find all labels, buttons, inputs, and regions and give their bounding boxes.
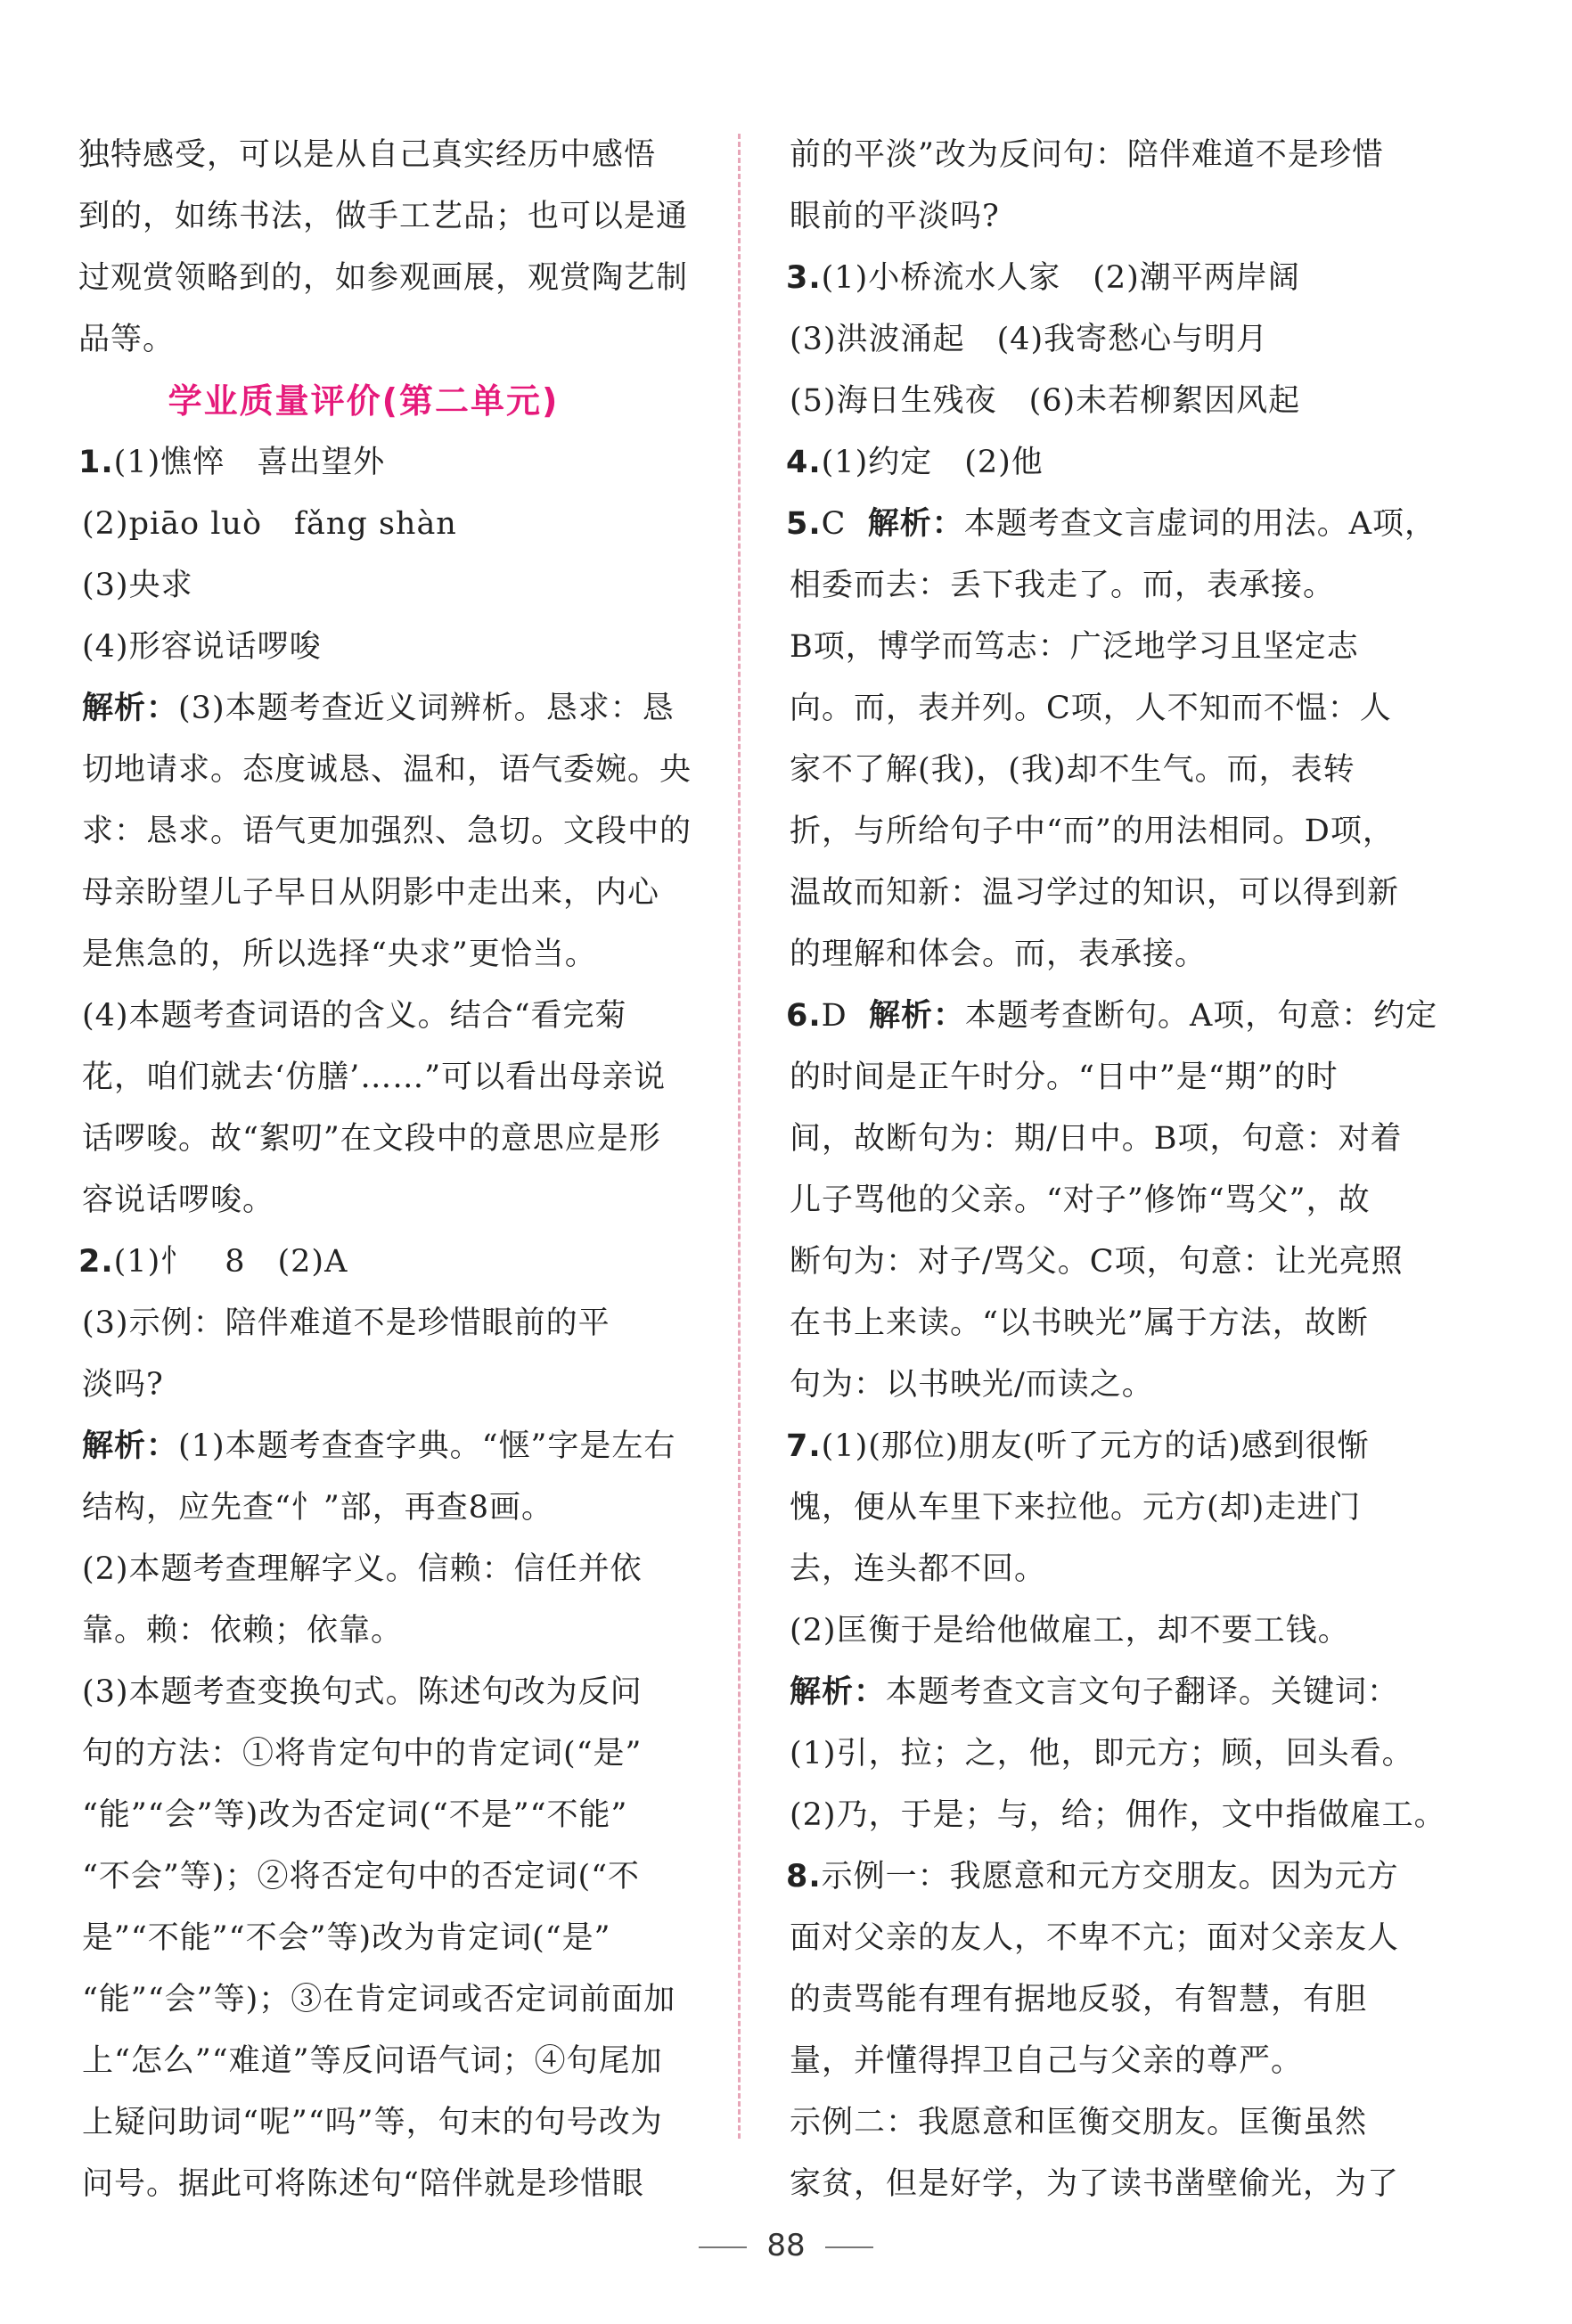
answer-text: 的责骂能有理有据地反驳，有智慧，有胆 (790, 1982, 1368, 2017)
answer-text: (1)约定 (2)他 (821, 445, 1044, 480)
analysis-line (78, 1416, 791, 1477)
question-number: 3. (786, 260, 822, 296)
answer-choice: D (821, 998, 847, 1034)
text-line: 眼前的平淡吗? (790, 199, 1000, 234)
left-column (78, 125, 791, 2215)
analysis-text: 本题考查文言虚词的用法。A项， (963, 506, 1437, 542)
analysis-label: 解析： (790, 1674, 887, 1710)
question-number: 4. (786, 445, 822, 480)
analysis-text: 切地请求。态度诚恳、温和，语气委婉。央 (82, 752, 692, 788)
analysis-text: (1)引，拉；之，他，即元方；顾，回头看。 (790, 1736, 1414, 1772)
analysis-text: (1)本题考查查字典。“惬”字是左右 (178, 1428, 676, 1464)
text-line: 独特感受，可以是从自己真实经历中感悟 (78, 137, 657, 173)
analysis-text: 结构，应先查“忄”部，再查8画。 (82, 1490, 554, 1526)
analysis-text: 上疑问助词“呢”“吗”等，句末的句号改为 (82, 2105, 663, 2140)
answer-text: (3)央求 (82, 568, 193, 603)
analysis-label: 解析： (868, 998, 965, 1034)
analysis-text: 上“怎么”“难道”等反问语气词；④句尾加 (82, 2043, 663, 2079)
analysis-label: 解析： (867, 506, 964, 542)
answer-text: 愧，便从车里下来拉他。元方(却)走进门 (790, 1490, 1362, 1526)
analysis-text: 句为：以书映光/而读之。 (790, 1367, 1154, 1403)
analysis-text: “能”“会”等)改为否定词(“不是”“不能” (82, 1797, 628, 1833)
analysis-text: 是”“不能”“不会”等)改为肯定词(“是” (82, 1920, 611, 1956)
text-line: 到的，如练书法，做手工艺品；也可以是通 (78, 199, 689, 234)
analysis-text: 花，咱们就去‘仿膳’……”可以看出母亲说 (82, 1060, 667, 1095)
footer-dash (825, 2246, 873, 2248)
analysis-text: 的时间是正午时分。“日中”是“期”的时 (790, 1060, 1339, 1095)
question-number: 2. (78, 1244, 114, 1280)
analysis-text: 的理解和体会。而，表承接。 (790, 937, 1208, 972)
question-7 (786, 1416, 1499, 1477)
analysis-text: (2)乃，于是；与，给；佣作，文中指做雇工。 (790, 1797, 1446, 1833)
section-heading: 学业质量评价(第二单元) (168, 381, 560, 421)
answer-text: 家贫，但是好学，为了读书凿壁偷光，为了 (790, 2166, 1400, 2202)
analysis-text: 母亲盼望儿子早日从阴影中走出来，内心 (82, 875, 660, 911)
question-number: 8. (786, 1859, 822, 1894)
answer-text: 去，连头都不回。 (790, 1551, 1047, 1587)
analysis-text: 相委而去：丢下我走了。而，表承接。 (790, 568, 1336, 603)
analysis-text: 句的方法：①将肯定句中的肯定词(“是” (82, 1736, 643, 1772)
analysis-text: 本题考查断句。A项，句意：约定 (965, 998, 1438, 1034)
answer-text: (4)形容说话啰唆 (82, 629, 322, 665)
analysis-text: “不会”等)；②将否定句中的否定词(“不 (82, 1859, 640, 1894)
analysis-text: 断句为：对子/骂父。C项，句意：让光亮照 (790, 1244, 1404, 1280)
analysis-text: 容说话啰唆。 (82, 1182, 275, 1218)
footer-dash (699, 2246, 747, 2248)
answer-text: 示例一：我愿意和元方交朋友。因为元方 (821, 1859, 1399, 1894)
answer-text: (2)匡衡于是给他做雇工，却不要工钱。 (790, 1613, 1350, 1649)
analysis-line (786, 1662, 1499, 1723)
answer-text: (3)示例：陪伴难道不是珍惜眼前的平 (82, 1305, 610, 1341)
answer-text: 淡吗? (82, 1367, 164, 1403)
analysis-text: 问号。据此可将陈述句“陪伴就是珍惜眼 (82, 2166, 644, 2202)
analysis-text: 折，与所给句子中“而”的用法相同。D项， (790, 814, 1395, 849)
page-number: 88 (766, 2228, 806, 2263)
analysis-text: 本题考查文言文句子翻译。关键词： (886, 1674, 1400, 1710)
question-1 (78, 432, 791, 494)
analysis-text: (3)本题考查变换句式。陈述句改为反问 (82, 1674, 643, 1710)
answer-text: (2)piāo luò fǎng shàn (82, 506, 457, 542)
question-5 (786, 494, 1499, 555)
analysis-text: (2)本题考查理解字义。信赖：信任并依 (82, 1551, 643, 1587)
analysis-text: 靠。赖：依赖；依靠。 (82, 1613, 404, 1649)
page-footer (0, 2228, 1572, 2263)
analysis-label: 解析： (82, 1428, 179, 1464)
answer-text: 量，并懂得捍卫自己与父亲的尊严。 (790, 2043, 1304, 2079)
right-column (786, 125, 1499, 2215)
question-number: 7. (786, 1428, 822, 1464)
text-line: 前的平淡”改为反问句：陪伴难道不是珍惜 (790, 137, 1384, 173)
answer-text: (3)洪波涌起 (4)我寄愁心与明月 (790, 322, 1269, 357)
answer-text: (1)忄 8 (2)A (113, 1244, 348, 1280)
question-number: 1. (78, 445, 114, 480)
answer-text: 示例二：我愿意和匡衡交朋友。匡衡虽然 (790, 2105, 1368, 2140)
analysis-text: (3)本题考查近义词辨析。恳求：恳 (178, 691, 675, 726)
analysis-text: 求：恳求。语气更加强烈、急切。文段中的 (82, 814, 692, 849)
analysis-text: “能”“会”等)；③在肯定词或否定词前面加 (82, 1982, 676, 2017)
question-number: 6. (786, 998, 822, 1034)
analysis-text: 在书上来读。“以书映光”属于方法，故断 (790, 1305, 1369, 1341)
analysis-text: 儿子骂他的父亲。“对子”修饰“骂父”，故 (790, 1182, 1371, 1218)
analysis-text: 是焦急的，所以选择“央求”更恰当。 (82, 937, 597, 972)
answer-text: (5)海日生残夜 (6)未若柳絮因风起 (790, 383, 1301, 419)
question-2 (78, 1232, 791, 1293)
answer-choice: C (821, 506, 847, 542)
analysis-line (78, 678, 791, 740)
answer-text: (1)小桥流水人家 (2)潮平两岸阔 (821, 260, 1300, 296)
text-line: 品等。 (78, 322, 176, 357)
analysis-text: 话啰唆。故“絮叨”在文段中的意思应是形 (82, 1121, 661, 1157)
question-4 (786, 432, 1499, 494)
analysis-text: 间，故断句为：期/日中。B项，句意：对着 (790, 1121, 1403, 1157)
analysis-text: (4)本题考查词语的含义。结合“看完菊 (82, 998, 627, 1034)
question-3 (786, 248, 1499, 309)
analysis-text: 温故而知新：温习学过的知识，可以得到新 (790, 875, 1400, 911)
answer-text: (1)憔悴 喜出望外 (113, 445, 386, 480)
question-8 (786, 1846, 1499, 1908)
text-line: 过观赏领略到的，如参观画展，观赏陶艺制 (78, 260, 689, 296)
answer-text: (1)(那位)朋友(听了元方的话)感到很惭 (821, 1428, 1370, 1464)
analysis-text: B项，博学而笃志：广泛地学习且坚定志 (790, 629, 1359, 665)
question-6 (786, 986, 1499, 1047)
analysis-text: 向。而，表并列。C项，人不知而不愠：人 (790, 691, 1392, 726)
question-number: 5. (786, 506, 822, 542)
analysis-label: 解析： (82, 691, 179, 726)
analysis-text: 家不了解(我)，(我)却不生气。而，表转 (790, 752, 1355, 788)
answer-text: 面对父亲的友人，不卑不亢；面对父亲友人 (790, 1920, 1400, 1956)
